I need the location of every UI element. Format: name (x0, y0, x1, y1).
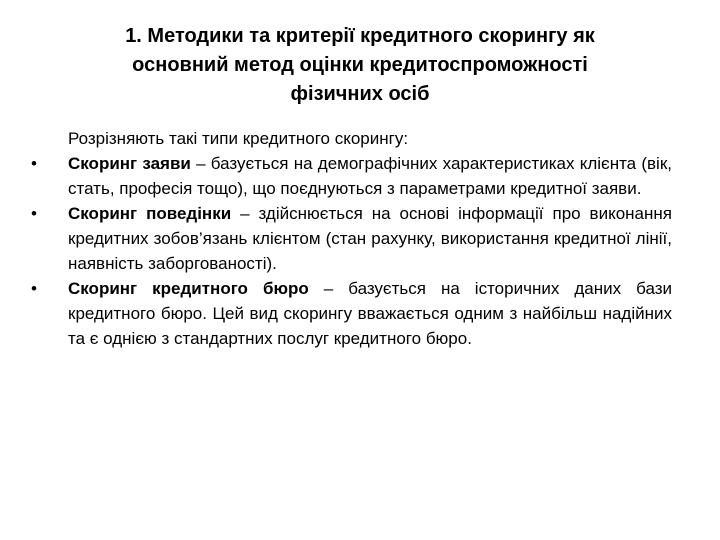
bullet-list (31, 151, 672, 351)
bullet-item-application-scoring (31, 151, 672, 201)
bullet-dot-icon: • (31, 204, 37, 223)
bullet-dot-icon: • (31, 154, 37, 173)
intro-text: Розрізняють такі типи кредитного скорингу: (68, 129, 409, 148)
bullet-description: – базується на демографічних характеристиках клієнта (вік, стать, професія тощо), що поєднуються з параметрами кредитної заяви. (68, 154, 672, 198)
bullet-description: – здійснюється на основі інформації про виконання кредитних зобов’язань клієнтом (стан рахунку, використання кредитної лінії, наявність заборгованості). (68, 204, 672, 273)
bullet-description: – базується на історичних даних бази кредитного бюро. Цей вид скорингу вважається одним з найбільш надійних та є однією з стандартних послуг кредитного бюро. (68, 279, 672, 348)
slide-title-line-1: 1. Методики та критерії кредитного скорингу як (125, 25, 595, 47)
bullet-term: Скоринг заяви (68, 154, 191, 173)
bullet-term: Скоринг кредитного бюро (68, 279, 309, 298)
bullet-item-bureau-scoring (31, 276, 672, 351)
slide-title (40, 22, 680, 109)
slide-title-line-2: основний метод оцінки кредитоспроможності (132, 54, 588, 76)
bullet-item-behavior-scoring (31, 201, 672, 276)
bullet-term: Скоринг поведінки (68, 204, 232, 223)
slide-body (31, 126, 672, 351)
slide-title-line-3: фізичних осіб (290, 83, 430, 105)
bullet-dot-icon: • (31, 279, 37, 298)
